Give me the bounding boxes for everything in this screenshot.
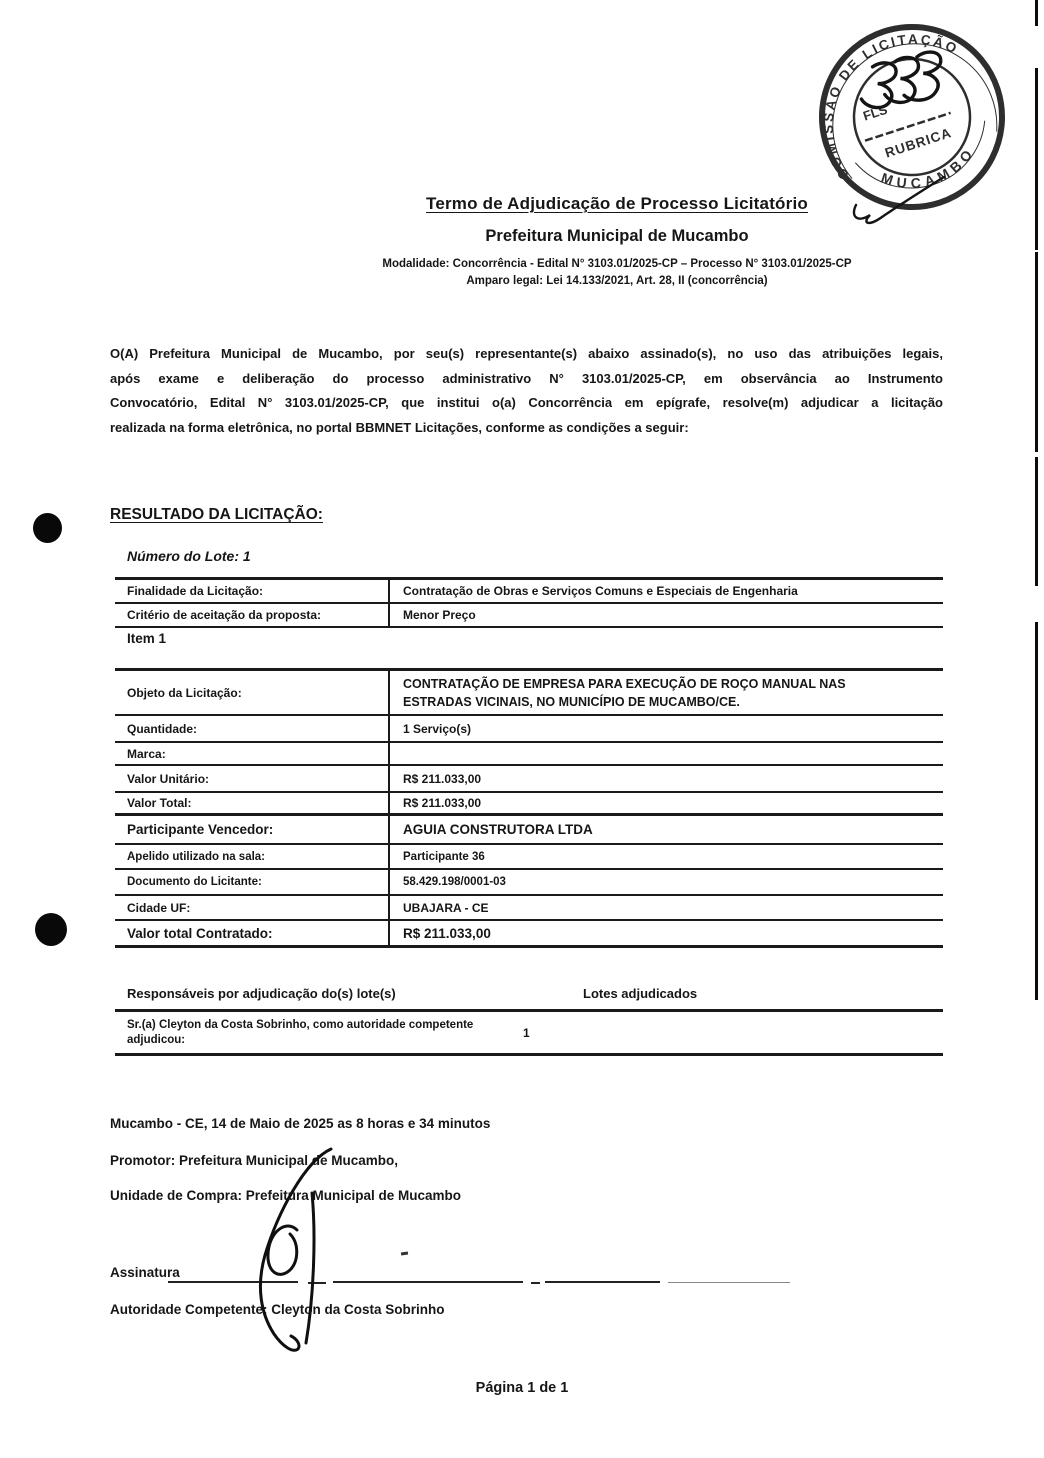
table-row (115, 766, 943, 793)
signature-rule (308, 1282, 326, 1284)
table-row (115, 870, 943, 896)
row-value: UBAJARA - CE (403, 900, 489, 915)
responsavel-text: Sr.(a) Cleyton da Costa Sobrinho, como autoridade competente adjudicou: (127, 1018, 474, 1046)
table-row (115, 793, 943, 816)
row-value: R$ 211.033,00 (403, 796, 482, 810)
document-subtitle: Prefeitura Municipal de Mucambo (485, 227, 749, 245)
responsaveis-col2-header: Lotes adjudicados (583, 986, 698, 1001)
table-row (115, 671, 943, 716)
autoridade-line: Autoridade Competente: Cleyton da Costa Sobrinho (110, 1302, 445, 1317)
row-label: Marca: (115, 743, 390, 764)
table-row (115, 604, 943, 628)
table-row (115, 716, 943, 743)
stamp-rubrica-label: RUBRICA (883, 124, 954, 161)
table-row (115, 580, 943, 604)
hole-punch-mark-bottom (35, 913, 67, 946)
row-value: Contratação de Obras e Serviços Comuns e Especiais de Engenharia (403, 584, 798, 598)
table-row-total (115, 921, 943, 948)
row-value: 58.429.198/0001-03 (403, 876, 506, 888)
row-label: Valor total Contratado: (115, 921, 390, 945)
row-label: Objeto da Licitação: (115, 671, 390, 714)
row-value: Menor Preço (403, 608, 476, 622)
amparo-legal-line: Amparo legal: Lei 14.133/2021, Art. 28, II (concorrência) (466, 275, 768, 287)
row-label: Quantidade: (115, 716, 390, 741)
signature-rule (168, 1281, 298, 1283)
row-label: Critério de aceitação da proposta: (115, 604, 390, 626)
lote-heading: Número do Lote: 1 (127, 548, 251, 564)
row-value: AGUIA CONSTRUTORA LTDA (403, 822, 593, 837)
table-row (115, 845, 943, 870)
item-detail-table (115, 668, 943, 948)
scan-noise-mark (401, 1252, 408, 1256)
row-value: CONTRATAÇÃO DE EMPRESA PARA EXECUÇÃO DE ROÇO MANUAL NAS ESTRADAS VICINAIS, NO MUNICÍPIO DE MUCAMBO/CE. (403, 676, 846, 709)
signature-rule (531, 1282, 540, 1284)
hole-punch-mark-top (33, 513, 62, 543)
signature-rule (333, 1281, 523, 1283)
stamp-fls-label: FLS (861, 101, 890, 124)
table-row (115, 896, 943, 921)
table-header-row (115, 986, 943, 1012)
lotes-adjudicados-value: 1 (523, 1025, 530, 1040)
row-label: Documento do Licitante: (115, 870, 390, 894)
modalidade-line: Modalidade: Concorrência - Edital N° 3103.01/2025-CP – Processo N° 3103.01/2025-CP (382, 258, 852, 270)
row-value: Participante 36 (403, 850, 485, 863)
stamp-arc-top-text: COMISSÃO DE LICITAÇÃO (820, 31, 962, 183)
row-label: Valor Unitário: (115, 766, 390, 791)
table-row (115, 1012, 943, 1056)
assinatura-label: Assinatura (110, 1265, 180, 1280)
intro-line: O(A) Prefeitura Municipal de Mucambo, por seu(s) representante(s) abaixo assinado(s), no uso das atribuições legais, (110, 346, 943, 361)
row-label: Participante Vencedor: (115, 816, 390, 843)
item-heading: Item 1 (127, 631, 167, 646)
intro-line: realizada na forma eletrônica, no portal BBMNET Licitações, conforme as condições a seguir: (110, 419, 689, 435)
resultado-heading: RESULTADO DA LICITAÇÃO: (110, 506, 323, 523)
table-row-winner (115, 816, 943, 845)
document-title: Termo de Adjudicação de Processo Licitatório (426, 194, 808, 213)
signature-rule (668, 1282, 790, 1283)
responsaveis-table (115, 986, 943, 1056)
table-row (115, 743, 943, 766)
row-label: Cidade UF: (115, 896, 390, 919)
row-value: R$ 211.033,00 (403, 925, 491, 941)
row-value: 1 Serviço(s) (403, 721, 472, 736)
page-edge-line (1035, 457, 1038, 586)
row-label: Finalidade da Licitação: (115, 580, 390, 602)
intro-paragraph (110, 342, 943, 440)
promotor-line: Promotor: Prefeitura Municipal de Mucambo, (110, 1153, 399, 1168)
page-footer: Página 1 de 1 (475, 1380, 569, 1396)
unidade-line: Unidade de Compra: Prefeitura Municipal de Mucambo (110, 1188, 462, 1203)
responsaveis-col1-header: Responsáveis por adjudicação do(s) lote(s) (127, 986, 396, 1001)
row-label: Valor Total: (115, 793, 390, 813)
lote-info-table (115, 577, 943, 628)
intro-line: Convocatório, Edital N° 3103.01/2025-CP, que institui o(a) Concorrência em epígrafe, resolve(m) adjudicar a licitação (110, 395, 943, 410)
page-edge-line (1035, 622, 1038, 1000)
signature-rule (545, 1281, 660, 1283)
row-value: R$ 211.033,00 (403, 771, 482, 786)
row-label: Apelido utilizado na sala: (115, 845, 390, 868)
intro-line: após exame e deliberação do processo administrativo N° 3103.01/2025-CP, em observância ao Instrumento (110, 370, 943, 386)
date-place-line: Mucambo - CE, 14 de Maio de 2025 as 8 horas e 34 minutos (110, 1116, 491, 1131)
stamp-arc-bottom-text: MUCAMBO (879, 143, 979, 192)
